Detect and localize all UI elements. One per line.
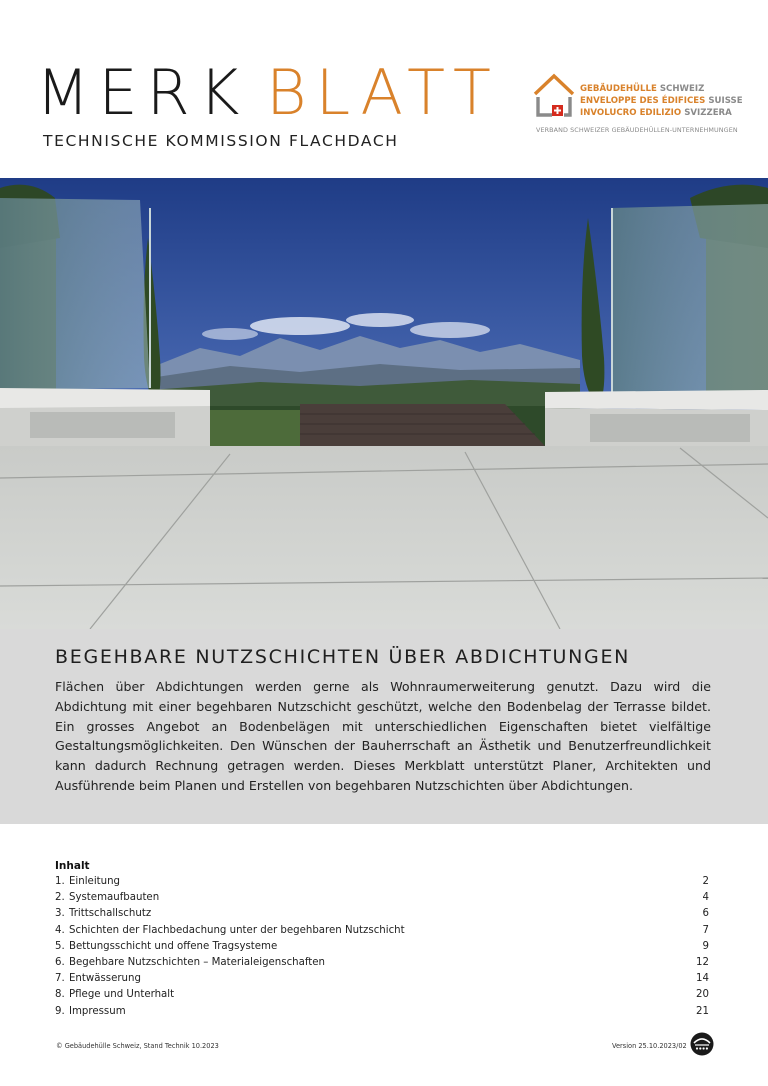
toc-item-page: 2 (702, 876, 709, 887)
toc-heading: Inhalt (55, 860, 90, 872)
toc-item-page: 9 (702, 940, 709, 952)
toc-item-title: Systemaufbauten (69, 892, 160, 904)
toc-item-page: 6 (702, 908, 709, 920)
toc-item-page: 12 (696, 956, 709, 968)
toc-item-page: 21 (696, 1005, 709, 1017)
association-logo (532, 70, 744, 140)
toc-item-number: 4. (55, 924, 65, 936)
page-header (0, 0, 768, 178)
title-merk: MERK (36, 56, 249, 129)
logo-line-de: GEBÄUDEHÜLLE SCHWEIZ (580, 84, 705, 94)
table-of-contents (55, 860, 711, 1020)
toc-item-page: 7 (702, 924, 709, 936)
toc-item[interactable] (55, 923, 711, 939)
title-blatt: BLATT (266, 56, 500, 129)
toc-item-title: Einleitung (69, 876, 121, 887)
footer-version: Version 25.10.2023/02 (612, 1042, 687, 1050)
toc-item-title: Bettungsschicht und offene Tragsysteme (69, 940, 278, 952)
logo-line-fr: ENVELOPPE DES ÉDIFICES SUISSE (580, 96, 743, 106)
toc-item-title: Schichten der Flachbedachung unter der begehbaren Nutzschicht (69, 924, 405, 936)
logo-line-it: INVOLUCRO EDILIZIO SVIZZERA (580, 108, 732, 118)
intro-heading: BEGEHBARE NUTZSCHICHTEN ÜBER ABDICHTUNGEN (55, 646, 631, 668)
terrace-photo (0, 178, 768, 629)
toc-item-number: 2. (55, 892, 65, 904)
toc-item[interactable] (55, 939, 711, 955)
toc-item-page: 14 (696, 973, 709, 985)
toc-item-number: 6. (55, 956, 65, 968)
toc-item[interactable] (55, 874, 711, 890)
toc-item-number: 7. (55, 973, 65, 985)
toc-item[interactable] (55, 955, 711, 971)
roof-category-icon (690, 1032, 714, 1056)
toc-item-number: 5. (55, 940, 65, 952)
toc-item-page: 20 (696, 989, 709, 1001)
toc-item[interactable] (55, 1004, 711, 1020)
logo-tagline: VERBAND SCHWEIZER GEBÄUDEHÜLLEN-UNTERNEHMUNGEN (536, 126, 738, 134)
footer-copyright: © Gebäudehülle Schweiz, Stand Technik 10.2023 (56, 1042, 219, 1050)
toc-item-title: Pflege und Unterhalt (69, 989, 175, 1001)
toc-item-number: 8. (55, 989, 65, 1001)
toc-item-page: 4 (702, 892, 709, 904)
intro-section (0, 629, 768, 824)
toc-item-number: 3. (55, 908, 65, 920)
toc-item[interactable] (55, 890, 711, 906)
toc-item-number: 9. (55, 1005, 65, 1017)
toc-item[interactable] (55, 971, 711, 987)
toc-item[interactable] (55, 987, 711, 1003)
toc-item-number: 1. (55, 876, 65, 887)
toc-item-title: Entwässerung (69, 973, 141, 985)
house-logo-icon (532, 70, 576, 122)
toc-item-title: Impressum (69, 1005, 126, 1017)
toc-item-title: Begehbare Nutzschichten – Materialeigenschaften (69, 956, 326, 968)
intro-paragraph: Flächen über Abdichtungen werden gerne als Wohnraumerweiterung genutzt. Dazu wird die Abdichtung mit einer begehbaren Nutzschicht geschützt, welche den Bodenbelag der Terrasse bildet. Ein grosses Angebot an Bodenbelägen mit unterschiedlichen Eigenschaften bietet vielfältige Gestaltungsmöglichkeiten. Den Wünschen der Bauherrschaft an Ästhetik und Benutzerfreundlichkeit kann dadurch Rechnung getragen werden. Dieses Merkblatt unterstützt Planer, Architekten und Ausführende beim Planen und Erstellen von begehbaren Nutzschichten über Abdichtungen. (55, 679, 711, 793)
toc-item-title: Trittschallschutz (69, 908, 152, 920)
toc-item[interactable] (55, 906, 711, 922)
subtitle: TECHNISCHE KOMMISSION FLACHDACH (43, 132, 399, 150)
